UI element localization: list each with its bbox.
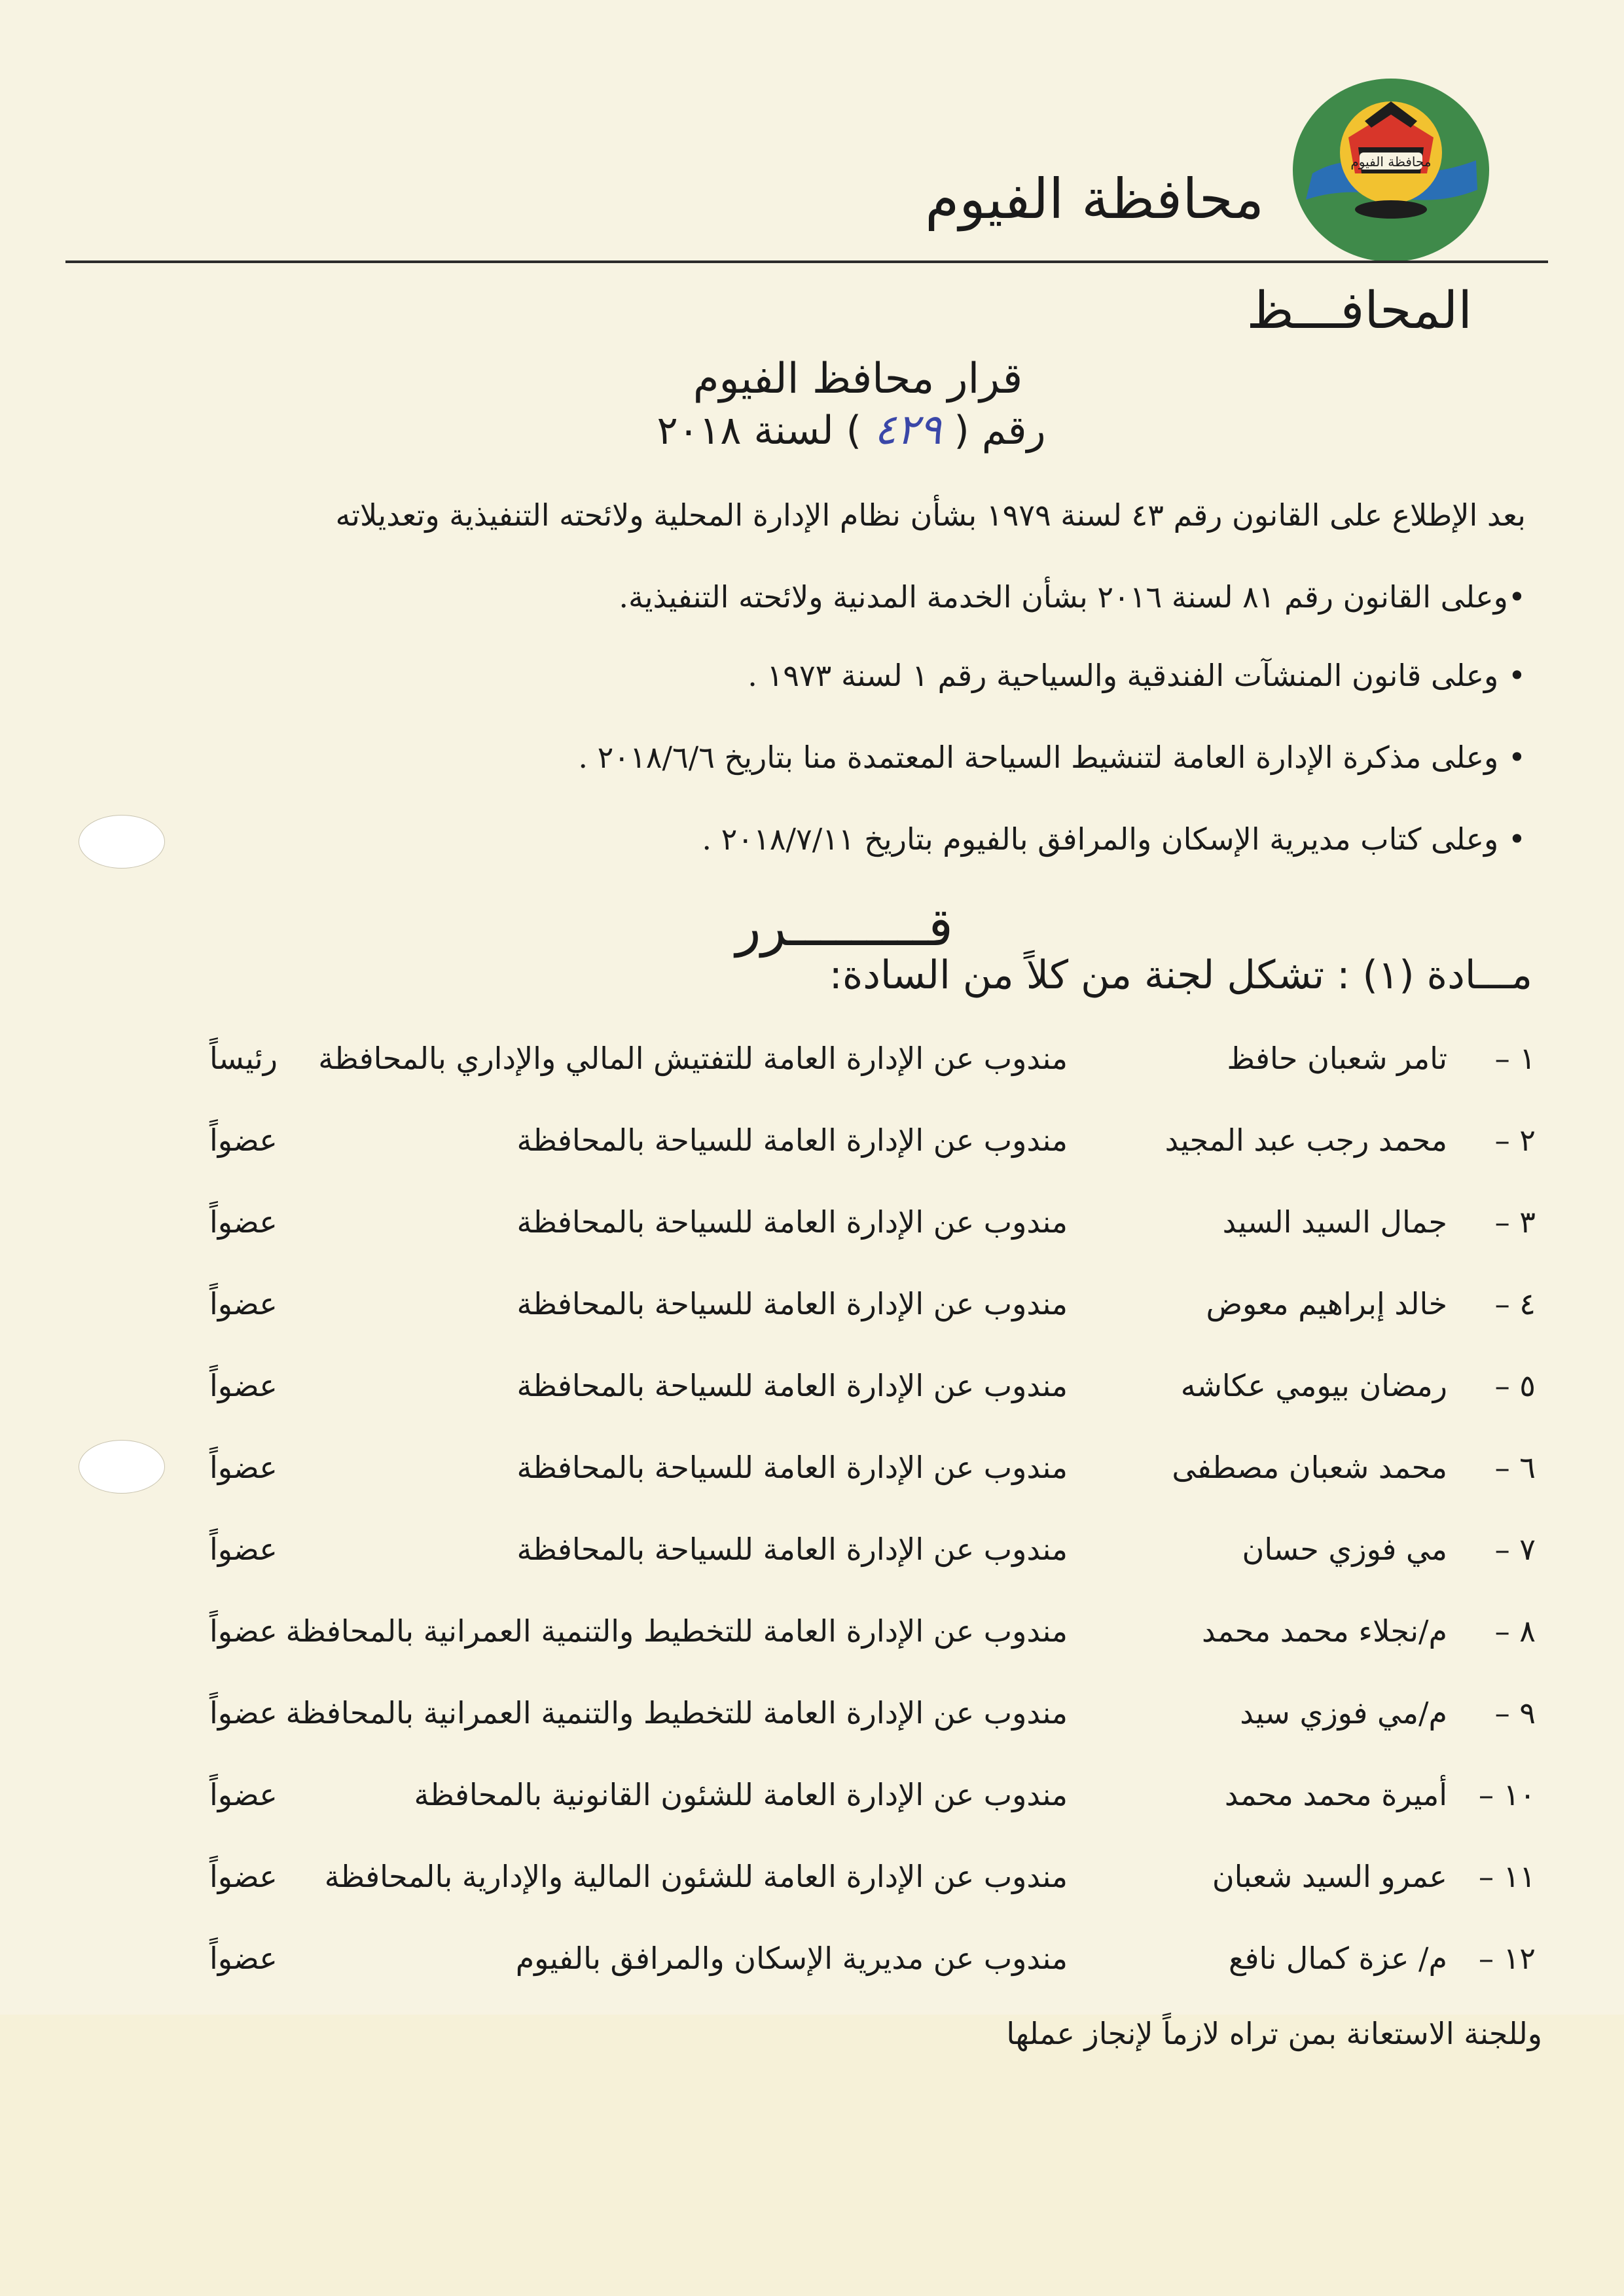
member-number: ١١ –	[1478, 1859, 1536, 1894]
member-name: خالد إبراهيم معوض	[1206, 1286, 1447, 1321]
member-position: عضواً	[209, 1695, 278, 1731]
member-name: تامر شعبان حافظ	[1227, 1041, 1447, 1076]
member-number: ٤ –	[1494, 1286, 1536, 1321]
member-row	[0, 1204, 1624, 1257]
member-name: مي فوزي حسان	[1242, 1532, 1447, 1567]
governorate-name: محافظة الفيوم	[925, 167, 1264, 231]
article-1-heading: مـــادة (١) : تشكل لجنة من كلاً من السادة:	[829, 952, 1532, 998]
member-number: ٨ –	[1494, 1613, 1536, 1649]
decision-heading: قـــــــــرر	[736, 897, 953, 958]
member-row	[0, 1532, 1624, 1584]
member-position: عضواً	[209, 1450, 278, 1485]
member-role: مندوب عن الإدارة العامة للسياحة بالمحافظة	[516, 1286, 1068, 1321]
punch-hole	[79, 815, 165, 869]
member-role: مندوب عن مديرية الإسكان والمرافق بالفيوم	[515, 1941, 1068, 1976]
office-title: المحافـــظ	[1246, 281, 1472, 340]
member-position: رئيساً	[209, 1041, 278, 1076]
member-role: مندوب عن الإدارة العامة للسياحة بالمحافظة	[516, 1450, 1068, 1485]
member-position: عضواً	[209, 1532, 278, 1567]
member-number: ٣ –	[1494, 1204, 1536, 1240]
fayoum-governorate-seal-logo	[1286, 75, 1496, 265]
member-row	[0, 1286, 1624, 1338]
member-role: مندوب عن الإدارة العامة للتخطيط والتنمية العمرانية بالمحافظة	[285, 1613, 1068, 1649]
member-role: مندوب عن الإدارة العامة للسياحة بالمحافظة	[516, 1368, 1068, 1403]
decree-title: قرار محافظ الفيوم	[693, 355, 1023, 403]
member-name: رمضان بيومي عكاشه	[1180, 1368, 1447, 1403]
member-row	[0, 1450, 1624, 1502]
member-position: عضواً	[209, 1777, 278, 1812]
member-name: م/نجلاء محمد محمد	[1202, 1613, 1447, 1649]
member-name: م/ عزة كمال نافع	[1229, 1941, 1447, 1976]
decree-title-block	[0, 353, 1624, 456]
member-number: ٧ –	[1494, 1532, 1536, 1567]
member-row	[0, 1613, 1624, 1666]
member-role: مندوب عن الإدارة العامة للتفتيش المالي والإداري بالمحافظة	[318, 1041, 1068, 1076]
member-name: محمد رجب عبد المجيد	[1164, 1122, 1447, 1158]
member-row	[0, 1695, 1624, 1748]
member-number: ١٢ –	[1478, 1941, 1536, 1976]
member-number: ١ –	[1494, 1041, 1536, 1076]
member-role: مندوب عن الإدارة العامة للسياحة بالمحافظة	[516, 1122, 1068, 1158]
seal-text: محافظة الفيوم	[1350, 154, 1432, 170]
decree-number-prefix: رقم (	[954, 408, 1046, 454]
member-number: ٦ –	[1494, 1450, 1536, 1485]
member-position: عضواً	[209, 1613, 278, 1649]
preamble-line: بعد الإطلاع على القانون رقم ٤٣ لسنة ١٩٧٩ بشأن نظام الإدارة المحلية ولائحته التنفيذية وتعديلاته	[335, 497, 1526, 533]
member-position: عضواً	[209, 1859, 278, 1894]
member-name: عمرو السيد شعبان	[1212, 1859, 1447, 1894]
member-role: مندوب عن الإدارة العامة للشئون المالية والإدارية بالمحافظة	[324, 1859, 1068, 1894]
member-position: عضواً	[209, 1941, 278, 1976]
decree-number-handwritten: ٤٢٩	[874, 406, 942, 454]
member-number: ٩ –	[1494, 1695, 1536, 1731]
member-position: عضواً	[209, 1368, 278, 1403]
decree-number-suffix: ) لسنة ٢٠١٨	[657, 408, 862, 454]
member-row	[0, 1122, 1624, 1175]
member-position: عضواً	[209, 1286, 278, 1321]
member-position: عضواً	[209, 1122, 278, 1158]
preamble-line: • وعلى مذكرة الإدارة العامة لتنشيط السياحة المعتمدة منا بتاريخ ٢٠١٨/٦/٦ .	[578, 740, 1526, 775]
member-role: مندوب عن الإدارة العامة للشئون القانونية بالمحافظة	[414, 1777, 1068, 1812]
closing-sentence: وللجنة الاستعانة بمن تراه لازماً لإنجاز عملها	[1006, 2016, 1542, 2051]
member-number: ٢ –	[1494, 1122, 1536, 1158]
preamble-line: •وعلى القانون رقم ٨١ لسنة ٢٠١٦ بشأن الخدمة المدنية ولائحته التنفيذية.	[619, 579, 1526, 615]
member-role: مندوب عن الإدارة العامة للسياحة بالمحافظة	[516, 1532, 1068, 1567]
member-name: جمال السيد السيد	[1222, 1204, 1447, 1240]
preamble-line: • وعلى قانون المنشآت الفندقية والسياحية رقم ١ لسنة ١٩٧٣ .	[748, 658, 1526, 693]
punch-hole	[79, 1440, 165, 1494]
header-divider	[65, 260, 1548, 263]
member-number: ٥ –	[1494, 1368, 1536, 1403]
member-name: أميرة محمد محمد	[1224, 1777, 1447, 1812]
member-row	[0, 1859, 1624, 1911]
decree-number-line	[39, 404, 1624, 456]
member-row	[0, 1941, 1624, 1993]
paper-tint	[0, 2015, 1624, 2296]
member-position: عضواً	[209, 1204, 278, 1240]
member-name: م/مي فوزي سيد	[1240, 1695, 1447, 1731]
member-row	[0, 1368, 1624, 1420]
member-number: ١٠ –	[1478, 1777, 1536, 1812]
member-row	[0, 1041, 1624, 1093]
member-name: محمد شعبان مصطفى	[1172, 1450, 1447, 1485]
member-role: مندوب عن الإدارة العامة للتخطيط والتنمية العمرانية بالمحافظة	[285, 1695, 1068, 1731]
member-row	[0, 1777, 1624, 1829]
preamble-line: • وعلى كتاب مديرية الإسكان والمرافق بالفيوم بتاريخ ٢٠١٨/٧/١١ .	[702, 821, 1526, 857]
member-role: مندوب عن الإدارة العامة للسياحة بالمحافظة	[516, 1204, 1068, 1240]
